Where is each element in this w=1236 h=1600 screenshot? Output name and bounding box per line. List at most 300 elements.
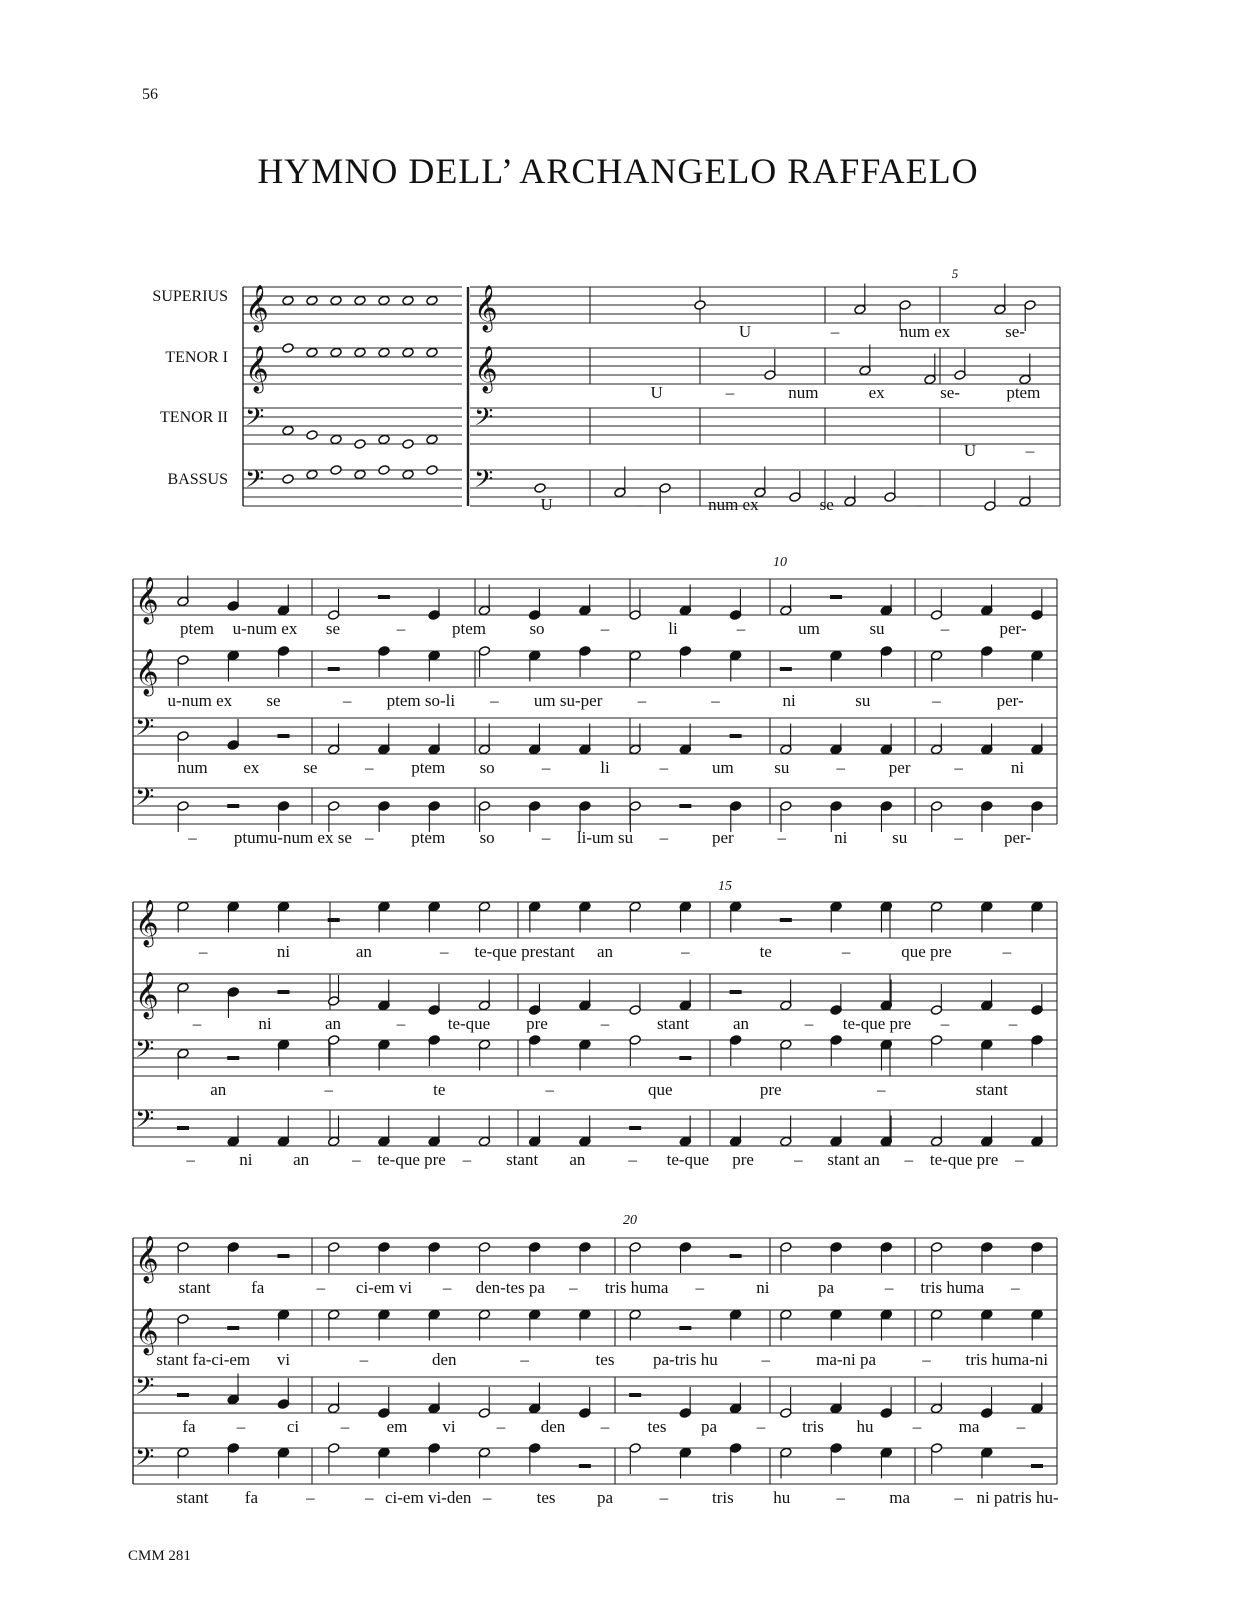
notehead: [330, 465, 342, 476]
notehead: [354, 469, 366, 480]
lyrics-tenor-ii: [210, 1080, 1008, 1099]
lyric-syllable: fa: [251, 1278, 265, 1297]
rest: [328, 918, 340, 922]
note: [679, 980, 691, 1011]
notehead: [402, 295, 414, 306]
lyric-syllable: u-num ex: [167, 691, 233, 710]
notehead: [534, 483, 546, 494]
lyric-syllable: –: [904, 1150, 914, 1169]
notehead: [282, 295, 294, 306]
lyric-syllable: –: [490, 691, 499, 710]
lyric-syllable: su: [855, 691, 871, 710]
voice-tenor-i-staff: [470, 348, 1060, 384]
note: [579, 1309, 591, 1340]
note: [930, 724, 942, 755]
lyric-syllable: –: [600, 1014, 610, 1033]
lyric-syllable: –: [912, 1417, 922, 1436]
note: [426, 465, 438, 476]
lyric-syllable: –: [1002, 942, 1012, 961]
note: [378, 801, 390, 832]
lyric-syllable: an: [569, 1150, 586, 1169]
lyric-syllable: –: [188, 828, 197, 847]
lyric-syllable: um su-per: [533, 691, 603, 710]
note: [729, 1116, 741, 1147]
lyric-syllable: –: [1016, 1417, 1026, 1436]
note: [1031, 1383, 1043, 1414]
note: [830, 1242, 842, 1273]
lyric-syllable: per: [888, 758, 911, 777]
lyric-syllable: –: [316, 1278, 326, 1297]
rest: [679, 1326, 691, 1330]
lyric-syllable: –: [440, 942, 449, 961]
note: [954, 349, 966, 380]
note: [984, 480, 996, 511]
note: [830, 1309, 842, 1340]
lyric-syllable: –: [396, 1014, 406, 1033]
lyric-syllable: –: [482, 1488, 492, 1507]
note: [830, 901, 842, 932]
lyric-syllable: so: [479, 828, 495, 847]
note: [528, 901, 540, 932]
note: [328, 1116, 340, 1147]
note: [854, 284, 866, 315]
note: [981, 724, 993, 755]
lyric-syllable: te-que pre: [377, 1150, 446, 1169]
note: [930, 1116, 942, 1147]
incipit-staff: [243, 470, 462, 506]
note: [428, 984, 440, 1015]
lyric-syllable: ptem: [411, 828, 446, 847]
measure-number: 15: [718, 879, 732, 894]
note: [528, 1242, 540, 1273]
note: [277, 901, 289, 932]
lyric-syllable: ci-em vi: [355, 1278, 413, 1297]
note: [844, 476, 856, 507]
lyric-syllable: an: [355, 942, 372, 961]
lyric-syllable: fa: [182, 1417, 196, 1436]
rest: [277, 734, 289, 738]
lyric-syllable: que: [647, 1080, 673, 1099]
lyric-syllable: ptem: [411, 758, 446, 777]
lyric-syllable: ma: [958, 1417, 980, 1436]
note: [402, 469, 414, 480]
lyric-syllable: –: [777, 828, 787, 847]
note: [328, 975, 340, 1006]
note: [528, 1035, 540, 1066]
footer-catalog-number: CMM 281: [128, 1548, 191, 1564]
lyric-syllable: –: [342, 691, 352, 710]
note: [177, 1048, 189, 1079]
treble-clef-icon: 𝄞: [245, 285, 269, 330]
lyric-syllable: –: [841, 942, 851, 961]
note: [880, 980, 892, 1011]
rest: [177, 1393, 189, 1397]
lyric-syllable: –: [637, 691, 647, 710]
lyric-syllable: pa: [817, 1278, 835, 1297]
notehead: [378, 465, 390, 476]
notehead: [306, 430, 318, 441]
note: [780, 585, 792, 616]
voice-superius-staff: [470, 287, 1060, 323]
note: [428, 724, 440, 755]
note: [426, 434, 438, 445]
lyric-syllable: –: [915, 495, 925, 514]
note: [830, 1443, 842, 1474]
lyric-syllable: te-que prestant: [474, 942, 575, 961]
note: [981, 1447, 993, 1478]
note: [1031, 1116, 1043, 1147]
note: [629, 1242, 641, 1273]
note: [328, 589, 340, 620]
note: [1024, 300, 1036, 331]
lyric-syllable: an: [324, 1014, 342, 1033]
treble-clef-icon: 𝄞: [245, 346, 269, 391]
note: [428, 1035, 440, 1066]
notehead: [378, 347, 390, 358]
lyric-syllable: –: [186, 1150, 195, 1169]
notehead: [330, 347, 342, 358]
note: [426, 295, 438, 306]
note: [930, 901, 942, 932]
note: [679, 646, 691, 677]
lyrics-superius: [198, 942, 1012, 961]
page-number: 56: [142, 86, 158, 103]
note: [277, 1378, 289, 1409]
lyric-syllable: –: [365, 828, 374, 847]
lyric-syllable: stant: [656, 1014, 690, 1033]
notehead: [426, 434, 438, 445]
note: [277, 1447, 289, 1478]
lyric-syllable: ptum: [233, 828, 269, 847]
lyric-syllable: su: [774, 758, 790, 777]
treble-clef-icon: 𝄞: [135, 1236, 159, 1281]
lyric-syllable: stant: [975, 1080, 1008, 1099]
note: [378, 295, 390, 306]
rest: [1031, 1464, 1043, 1468]
note: [629, 984, 641, 1015]
lyric-syllable: su: [892, 828, 908, 847]
note: [880, 1309, 892, 1340]
lyric-syllable: pre: [759, 1080, 782, 1099]
note: [330, 465, 342, 476]
note: [679, 1242, 691, 1273]
note: [930, 1309, 942, 1340]
note: [528, 1116, 540, 1147]
note: [227, 580, 239, 611]
lyric-syllable: –: [659, 758, 669, 777]
lyric-syllable: ni patris hu-: [976, 1488, 1059, 1507]
note: [354, 439, 366, 450]
notehead: [330, 434, 342, 445]
note: [227, 719, 239, 750]
lyric-syllable: –: [932, 691, 941, 710]
lyric-syllable: ni: [782, 691, 796, 710]
note: [981, 1242, 993, 1273]
lyric-syllable: U: [540, 495, 553, 514]
lyric-syllable: num ex: [708, 495, 759, 514]
rest: [679, 1056, 691, 1060]
note: [282, 474, 294, 485]
note: [880, 585, 892, 616]
voice-tenor-ii-staff: [133, 1040, 1057, 1076]
note: [880, 724, 892, 755]
note: [328, 1242, 340, 1273]
lyric-syllable: ni: [1010, 758, 1025, 777]
note: [478, 646, 490, 677]
note: [679, 1116, 691, 1147]
note: [227, 1242, 239, 1273]
note: [306, 347, 318, 358]
lyric-syllable: hu: [856, 1417, 874, 1436]
lyric-syllable: se: [303, 758, 318, 777]
measure-number: 20: [623, 1213, 637, 1228]
lyric-syllable: –: [541, 828, 551, 847]
voice-superius-staff: [133, 579, 1057, 615]
note: [930, 801, 942, 832]
lyric-syllable: se: [819, 495, 834, 514]
note: [880, 1039, 892, 1070]
rest: [328, 667, 340, 671]
lyric-syllable: ni: [756, 1278, 770, 1297]
lyric-syllable: vi: [276, 1350, 291, 1369]
note: [277, 1039, 289, 1070]
note: [378, 1242, 390, 1273]
lyric-syllable: um: [798, 619, 820, 638]
lyric-syllable: –: [1008, 1014, 1018, 1033]
lyric-syllable: –: [1009, 495, 1018, 514]
lyric-syllable: –: [922, 1350, 931, 1369]
note: [981, 1309, 993, 1340]
note: [282, 343, 294, 354]
note: [428, 1309, 440, 1340]
lyric-syllable: den-tes pa: [475, 1278, 545, 1297]
rest: [177, 1126, 189, 1130]
note: [981, 980, 993, 1011]
lyric-syllable: tes: [647, 1417, 667, 1436]
voice-tenor-ii-staff: [470, 408, 1060, 444]
note: [579, 1039, 591, 1070]
lyric-syllable: –: [520, 1350, 529, 1369]
lyric-syllable: pre: [732, 1150, 754, 1169]
measure-number: 5: [951, 266, 959, 281]
voice-label: BASSUS: [167, 471, 228, 488]
rest: [780, 918, 792, 922]
lyric-syllable: U: [650, 383, 663, 402]
lyrics-superius: [179, 1278, 1021, 1297]
note: [306, 430, 318, 441]
note: [402, 439, 414, 450]
lyrics-superius: [180, 619, 1027, 638]
lyric-syllable: ex: [868, 383, 885, 402]
note: [830, 1116, 842, 1147]
lyric-syllable: hu: [773, 1488, 791, 1507]
note: [994, 284, 1006, 315]
note: [282, 295, 294, 306]
lyric-syllable: –: [496, 1417, 506, 1436]
lyric-syllable: –: [545, 1080, 554, 1099]
note: [402, 295, 414, 306]
note: [1031, 901, 1043, 932]
note: [528, 589, 540, 620]
lyric-syllable: –: [836, 758, 845, 777]
lyric-syllable: fa: [244, 1488, 259, 1507]
lyric-syllable: –: [756, 1417, 766, 1436]
note: [177, 1314, 189, 1345]
note: [478, 1309, 490, 1340]
lyric-syllable: –: [306, 1488, 315, 1507]
rest: [730, 734, 742, 738]
lyric-syllable: stant: [178, 1278, 211, 1297]
lyric-syllable: –: [794, 1150, 803, 1169]
note: [981, 1387, 993, 1418]
lyric-syllable: ex: [243, 758, 260, 777]
lyric-syllable: se-: [1005, 322, 1025, 341]
lyric-syllable: num: [177, 758, 208, 777]
voice-superius-staff: [133, 902, 1057, 938]
lyric-syllable: –: [725, 383, 735, 402]
note: [528, 1383, 540, 1414]
lyric-syllable: ni: [258, 1014, 272, 1033]
lyric-syllable: –: [954, 1488, 963, 1507]
note: [478, 1242, 490, 1273]
lyric-syllable: –: [736, 619, 746, 638]
note: [378, 347, 390, 358]
note: [629, 1443, 641, 1474]
lyric-syllable: pa: [700, 1417, 718, 1436]
note: [981, 901, 993, 932]
note: [780, 1242, 792, 1273]
lyric-syllable: num ex: [899, 322, 951, 341]
note: [330, 347, 342, 358]
lyric-syllable: te-que: [447, 1014, 491, 1033]
lyric-syllable: per-: [996, 691, 1024, 710]
notehead: [282, 474, 294, 485]
rest: [780, 667, 792, 671]
lyric-syllable: em: [386, 1417, 408, 1436]
note: [534, 483, 546, 494]
lyric-syllable: –: [352, 1150, 361, 1169]
note: [859, 345, 871, 376]
lyric-syllable: U: [963, 441, 977, 460]
lyric-syllable: –: [569, 1278, 578, 1297]
note: [328, 1309, 340, 1340]
voice-superius-staff: [133, 1238, 1057, 1274]
note: [830, 650, 842, 681]
note: [177, 982, 189, 1013]
note: [378, 646, 390, 677]
note: [306, 469, 318, 480]
note: [729, 1035, 741, 1066]
rest: [730, 1254, 742, 1258]
lyric-syllable: tris: [711, 1488, 734, 1507]
note: [227, 1116, 239, 1147]
lyric-syllable: te-que pre: [842, 1014, 912, 1033]
lyric-syllable: –: [628, 1150, 637, 1169]
note: [659, 483, 671, 514]
notehead: [282, 343, 294, 354]
note: [614, 467, 626, 498]
rest: [830, 595, 842, 599]
note: [880, 901, 892, 932]
voice-tenor-i-staff: [133, 651, 1057, 687]
lyric-syllable: ci: [286, 1417, 300, 1436]
lyric-syllable: vi: [442, 1417, 456, 1436]
lyric-syllable: –: [761, 1350, 770, 1369]
measure-number: 10: [773, 555, 787, 570]
note: [378, 434, 390, 445]
note: [227, 901, 239, 932]
lyrics-superius: [739, 322, 1025, 341]
note: [428, 1116, 440, 1147]
note: [277, 1309, 289, 1340]
note: [478, 585, 490, 616]
note: [629, 1035, 641, 1066]
note: [924, 354, 936, 385]
lyric-syllable: –: [681, 942, 690, 961]
incipit-staff: [243, 287, 462, 323]
rest: [679, 804, 691, 808]
note: [579, 585, 591, 616]
note: [629, 589, 641, 620]
note: [1019, 354, 1031, 385]
lyrics-tenor-i: [156, 1350, 1048, 1369]
lyric-syllable: stant an: [827, 1150, 880, 1169]
lyric-syllable: –: [884, 1278, 894, 1297]
lyric-syllable: tes: [536, 1488, 556, 1507]
note: [330, 434, 342, 445]
lyric-syllable: –: [324, 1080, 333, 1099]
note: [579, 646, 591, 677]
note: [754, 467, 766, 498]
note: [981, 1039, 993, 1070]
bass-clef-icon: 𝄢: [135, 714, 155, 747]
lyric-syllable: se: [325, 619, 341, 638]
notehead: [426, 295, 438, 306]
lyric-syllable: –: [954, 828, 963, 847]
note: [830, 1035, 842, 1066]
lyric-syllable: an: [732, 1014, 750, 1033]
note: [780, 1387, 792, 1418]
note: [177, 576, 189, 607]
lyric-syllable: –: [600, 1417, 610, 1436]
rest: [227, 1056, 239, 1060]
lyric-syllable: per-: [999, 619, 1027, 638]
treble-clef-icon: 𝄞: [135, 649, 159, 694]
lyric-syllable: –: [365, 1488, 374, 1507]
note: [426, 347, 438, 358]
lyric-syllable: ptem: [1006, 383, 1041, 402]
lyric-syllable: ptem so-li: [386, 691, 456, 710]
note: [930, 984, 942, 1015]
lyric-syllable: su: [869, 619, 885, 638]
notehead: [378, 434, 390, 445]
note: [729, 1309, 741, 1340]
lyric-syllable: –: [462, 1150, 472, 1169]
note: [679, 724, 691, 755]
lyric-syllable: se-: [940, 383, 960, 402]
note: [880, 1116, 892, 1147]
note: [789, 471, 801, 502]
bass-clef-icon: 𝄢: [135, 1106, 155, 1139]
note: [764, 349, 776, 380]
lyric-syllable: –: [659, 828, 669, 847]
note: [1031, 650, 1043, 681]
lyrics-bassus: [187, 828, 1031, 847]
note: [354, 295, 366, 306]
note: [328, 1035, 340, 1066]
note: [478, 724, 490, 755]
note: [694, 300, 706, 311]
